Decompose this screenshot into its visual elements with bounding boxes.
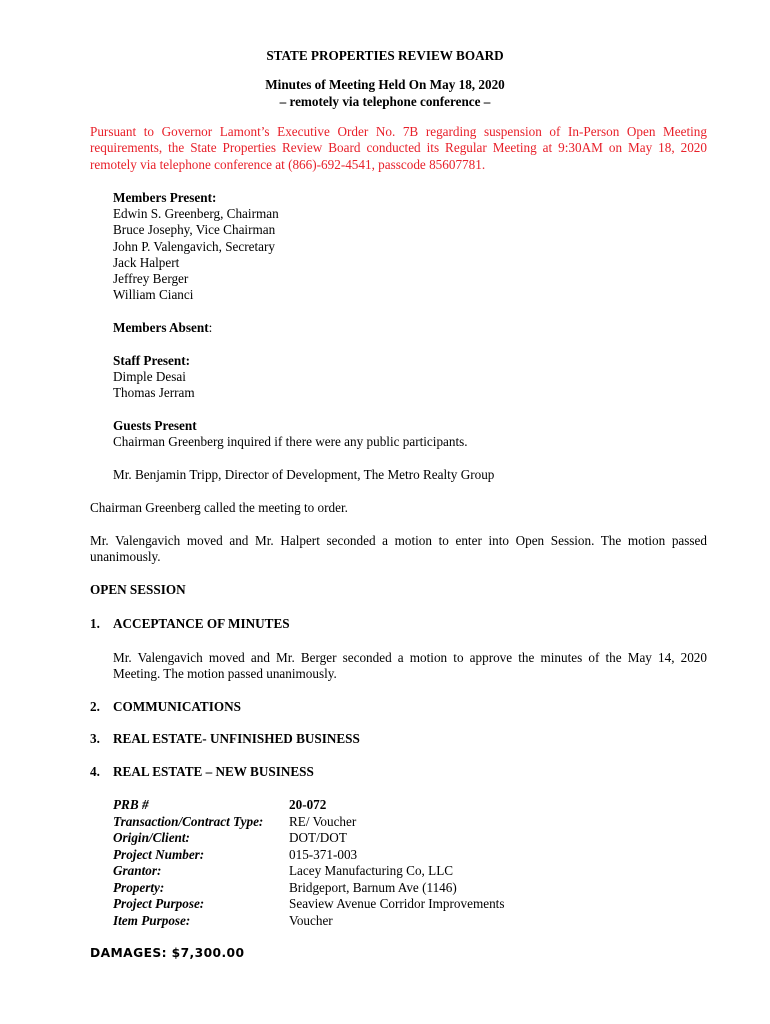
section-heading: 2. COMMUNICATIONS: [90, 699, 241, 714]
damages-amount: DAMAGES: $7,300.00: [90, 946, 245, 960]
open-session-heading: OPEN SESSION: [90, 582, 186, 597]
members-present-list: [113, 206, 279, 304]
staff-present-list: [113, 369, 195, 402]
project-row: Item Purpose: Voucher: [113, 912, 333, 928]
project-row: Grantor: Lacey Manufacturing Co, LLC: [113, 863, 454, 878]
staff-present-heading: Staff Present:: [113, 353, 191, 368]
open-session-motion: Mr. Valengavich moved and Mr. Halpert seconded a motion to enter into Open Session. The motion passed unanimously.: [90, 533, 707, 565]
staff-name: Dimple Desai: [113, 369, 186, 384]
minutes-motion: Mr. Valengavich moved and Mr. Berger seconded a motion to approve the minutes of the May 14, 2020 Meeting. The motion passed unanimously.: [113, 650, 707, 682]
intro-paragraph: Pursuant to Governor Lamont’s Executive Order No. 7B regarding suspension of In-Person Open Meeting requirements, the State Properties Review Board conducted its Regular Meeting at 9:30AM on May 18, 2020 remotely via telephone conference at (866)-692-4541, passcode 85607781.: [90, 124, 707, 172]
guests-inquiry-text: Chairman Greenberg inquired if there were any public participants.: [113, 434, 468, 449]
project-row: Origin/Client: DOT/DOT: [113, 830, 347, 845]
project-row: Project Purpose: Seaview Avenue Corridor Improvements: [113, 896, 505, 911]
project-row: PRB # 20-072: [113, 797, 327, 812]
member-name: Jeffrey Berger: [113, 271, 189, 287]
project-row: Property: Bridgeport, Barnum Ave (1146): [113, 879, 457, 895]
guest-entry: Mr. Benjamin Tripp, Director of Development, The Metro Realty Group: [113, 467, 495, 482]
meeting-mode-heading: – remotely via telephone conference –: [279, 94, 491, 109]
meeting-date-heading: Minutes of Meeting Held On May 18, 2020: [265, 77, 505, 92]
project-row: Project Number: 015-371-003: [113, 846, 358, 862]
project-row: Transaction/Contract Type: RE/ Voucher: [113, 813, 357, 829]
call-to-order-text: Chairman Greenberg called the meeting to order.: [90, 500, 348, 515]
section-heading: 3. REAL ESTATE- UNFINISHED BUSINESS: [90, 731, 360, 746]
members-absent-heading: Members Absent:: [113, 320, 213, 335]
members-present-heading: Members Present:: [113, 190, 217, 205]
member-name: Bruce Josephy, Vice Chairman: [113, 222, 276, 238]
member-name: John P. Valengavich, Secretary: [113, 238, 275, 254]
section-heading: 1. ACCEPTANCE OF MINUTES: [90, 616, 290, 631]
member-name: Edwin S. Greenberg, Chairman: [113, 206, 279, 221]
section-heading: 4. REAL ESTATE – NEW BUSINESS: [90, 764, 314, 779]
member-name: William Cianci: [113, 287, 194, 303]
member-name: Jack Halpert: [113, 254, 180, 270]
guests-present-heading: Guests Present: [113, 418, 197, 433]
staff-name: Thomas Jerram: [113, 385, 195, 401]
document-title: STATE PROPERTIES REVIEW BOARD: [266, 48, 504, 63]
